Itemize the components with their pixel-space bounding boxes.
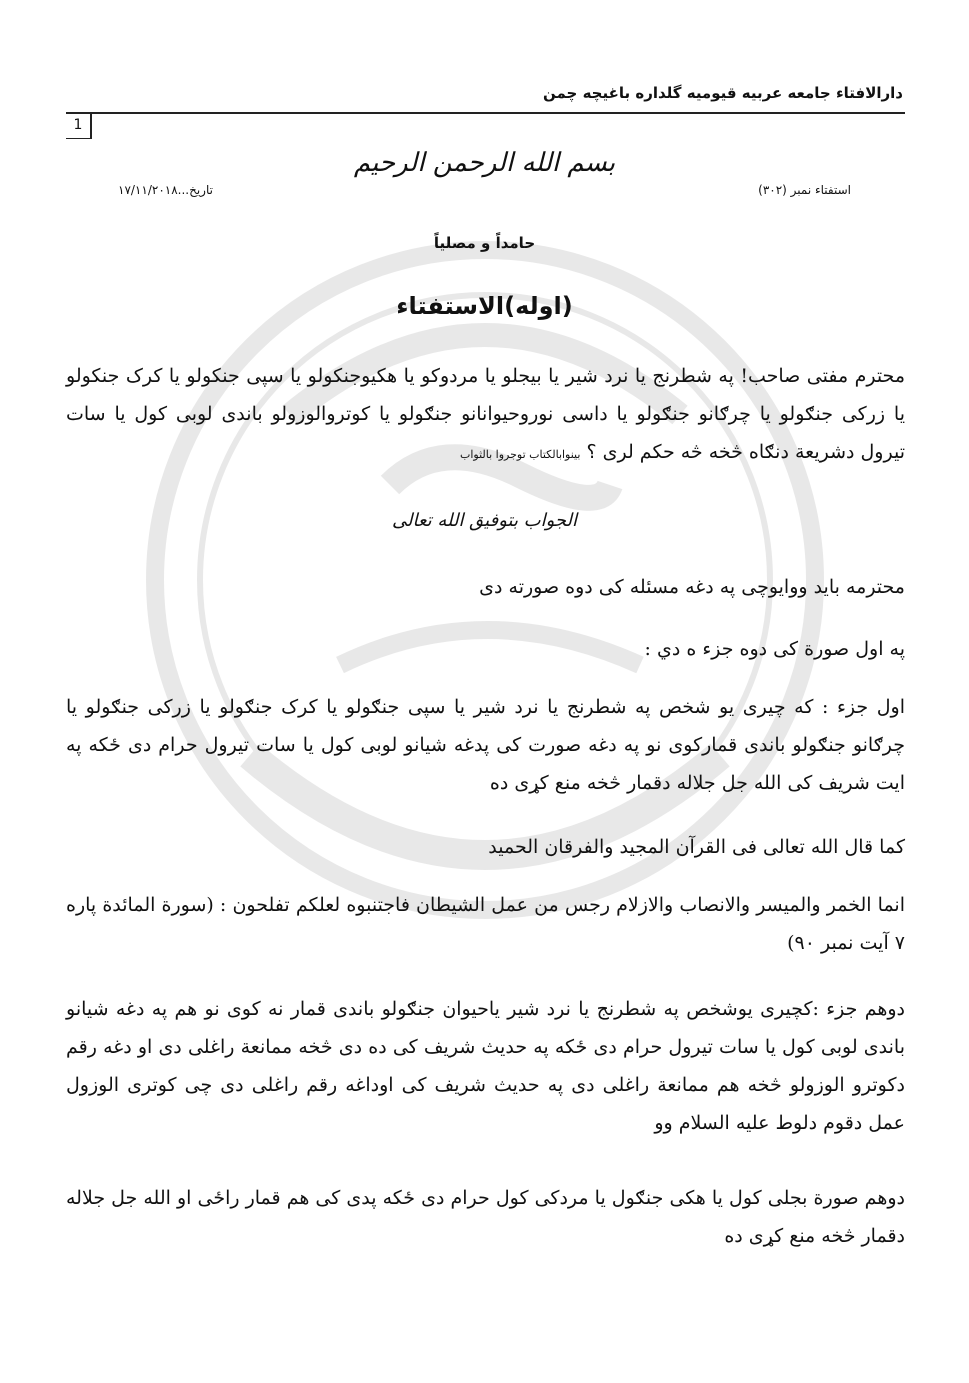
page-number: 1 (66, 112, 92, 139)
quran-verse-paragraph: انما الخمر والمیسر والانصاب والازلام رجس من عمل الشیطان فاجتنبوه لعلکم تفلحون : (سورة المائدة پاره ۷ آیت نمبر ۹۰) (66, 894, 905, 954)
question-text: محترم مفتی صاحب! په شطرنج یا نرد شیر یا بیجلو یا مردوکو یا هکیوجنکولو یا سپی جنکولو یا کرک جنکولو یا زرکی جنګولو یا چرګانو جنګولو یا داسی نوروحیوانانو جنګولو یا کوتروالوزولو باندی لوبی کول یا سات تیرول دشریعة دنګاه څخه څه حکم لری ؟ (66, 365, 905, 463)
header-rule (66, 112, 905, 114)
answer-paragraph: دوهم صورة بجلی کول یا هکی جنګول یا مردکی کول حرام دی ځکه پدی کی هم قمار راځی او الله جل جلاله دقمار څخه منع کړی ده (66, 1187, 905, 1247)
document-heading: (اوله)الاستفتاء (396, 292, 573, 320)
institution-title: دارالافتاء جامعه عربیه قیومیه گلداره باغیچه چمن (543, 84, 903, 102)
answer-paragraph: اول جزء : که چیری یو شخص په شطرنج یا نرد شیر یا سپی جنګولو یا کرک جنګولو یا زرکی جنګولو یا چرګانو جنګولو باندی قمارکوی نو په دغه صورت کی پدغه شیانو لوبی کول یا سات تیرول حرام دی ځکه په ایت شریف کی الله جل جلاله دقمار څخه منع کړی ده (66, 696, 905, 794)
question-paragraph (66, 357, 905, 474)
answer-heading: الجواب بتوفیق الله تعالی (391, 510, 578, 531)
hamdan-line: حامداً و مصلیاً (433, 234, 536, 252)
document-date: تاریخ...۱۷/۱۱/۲۰۱۸ (118, 183, 213, 197)
bismillah: بسم الله الرحمن الرحیم (353, 148, 616, 178)
answer-paragraph: په اول صورة کی دوه جزء ه دي : (644, 638, 905, 660)
answer-paragraph: محترمه باید ووایوچی په دغه مسئله کی دوه صورته دی (479, 576, 905, 598)
reference-number: استفتاء نمبر (۳۰۲) (758, 183, 851, 197)
answer-paragraph: دوهم جزء :کچیری یوشخص په شطرنج یا نرد شیر یاحیوان جنګولو باندی قمار نه کوی نو هم په دغه شیانو باندی لوبی کول یا سات تیرول حرام دی ځکه په حدیث شریف کی ده دی څخه ممانعة راغلی دی او دغه رقم دکوترو الوزولو څخه هم ممانعة راغلی دی په حدیث شریف کی اوداغه رقم راغلی دی چی کوتری الوزول عمل دقوم دلوط علیه السلام وو (66, 998, 905, 1134)
answer-paragraph: کما قال الله تعالی فی القرآن المجید والفرقان الحمید (488, 836, 905, 858)
question-closing: بینوابالکتاب توجروا بالثواب (459, 448, 581, 461)
